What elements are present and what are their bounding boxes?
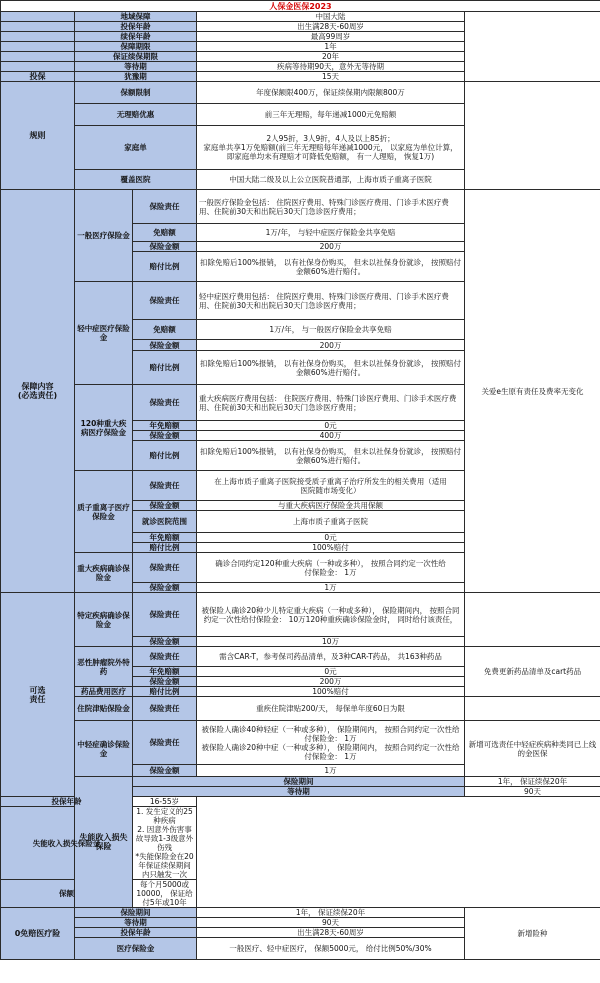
row-label: 保险金额	[133, 501, 197, 511]
row-label: 保险金额	[133, 637, 197, 647]
row-label: 保障期限	[75, 42, 197, 52]
row-label: 保险责任	[133, 553, 197, 583]
section-optional: 可选 责任	[1, 593, 75, 797]
row-value: 出生满28天-60周岁	[197, 928, 465, 938]
row-label: 保险责任	[133, 697, 197, 721]
row-label: 保险金额	[133, 340, 197, 351]
row-value: 200万	[197, 677, 465, 687]
row-label: 保险金额	[133, 765, 197, 777]
row-label: 保额	[1, 880, 133, 908]
row-value: 200万	[197, 242, 465, 252]
row-value: 1万/年， 与轻中症医疗保险金共享免赔	[197, 224, 465, 242]
group-name: 重大疾病确诊保险金	[75, 553, 133, 593]
row-label: 保险责任	[133, 721, 197, 765]
row-value: 0元	[197, 533, 465, 543]
row-label: 年免赔额	[133, 533, 197, 543]
row-label: 就诊医院范围	[133, 511, 197, 533]
row-value: 中国大陆二级及以上公立医院普通部，上海市质子重离子医院	[197, 170, 465, 190]
row-value: 确诊合同约定120种重大疾病（一种或多种）， 按照合同约定一次性给 付保险金： 1万	[197, 553, 465, 583]
row-label: 保险金额	[133, 677, 197, 687]
row-value: 被保险人确诊40种轻症（一种或多种）， 保险期间内， 按照合同约定一次性给付保险金： 1万 被保险人确诊20种中症（一种或多种）， 保险期间内， 按照合同约定一次性给付保险金： 1万	[197, 721, 465, 765]
row-value: 100%赔付	[197, 687, 465, 697]
row-value: 最高99周岁	[197, 32, 465, 42]
row-label: 保险责任	[133, 282, 197, 320]
row-value: 一般医疗、轻中症医疗， 保额5000元， 给付比例50%/30%	[197, 938, 465, 960]
row-value: 与重大疾病医疗保险金共用保额	[197, 501, 465, 511]
section-tou-bao: 投保	[1, 72, 75, 82]
row-label: 保证续保期限	[75, 52, 197, 62]
row-value: 被保险人确诊20种少儿特定重大疾病（一种或多种）， 保险期间内， 按照合同约定一次性给付保险金： 10万120种重疾确诊保险金时， 同时给付该责任，	[197, 593, 465, 637]
row-value: 90天	[197, 918, 465, 928]
row-value: 20年	[197, 52, 465, 62]
row-label: 家庭单	[75, 126, 197, 170]
row-value: 16-55岁	[133, 797, 197, 807]
row-label: 赔付比例	[133, 351, 197, 385]
row-value: 需含CAR-T，参考保司药品清单，及3种CAR-T药品， 共163种药品	[197, 647, 465, 667]
section-guarantee: 保障内容 (必选责任)	[1, 190, 75, 593]
row-label: 保险期间	[133, 777, 465, 787]
row-label: 覆盖医院	[75, 170, 197, 190]
row-label: 赔付比例	[133, 687, 197, 697]
row-label: 保险责任	[133, 647, 197, 667]
row-value: 中国大陆	[197, 12, 465, 22]
row-value: 1年， 保证续保20年	[465, 777, 600, 787]
group-name: 轻中症医疗保险金	[75, 282, 133, 385]
zero-note: 新增险种	[465, 908, 600, 960]
row-value: 出生满28天-60周岁	[197, 22, 465, 32]
row-value: 0元	[197, 667, 465, 677]
row-value: 前三年无理赔，每年递减1000元免赔额	[197, 104, 465, 126]
row-label: 失能收入损失保险金	[1, 807, 133, 880]
row-value: 100%赔付	[197, 543, 465, 553]
blank-cell	[1, 62, 75, 72]
row-value: 200万	[197, 340, 465, 351]
optional-mild-note: 新增可选责任中轻症疾病种类同已上线的金医保	[465, 721, 600, 777]
optional-drug-note: 免费更新药品清单及cart药品	[465, 647, 600, 697]
row-value: 1万	[197, 583, 465, 593]
blank-cell	[1, 12, 75, 22]
group-name: 药品费用医疗	[75, 687, 133, 697]
row-label: 投保年龄	[75, 22, 197, 32]
row-label: 保险责任	[133, 190, 197, 224]
row-value: 2人95折，3人9折，4人及以上85折； 家庭单共享1万免赔额(前三年无理赔每年递减1000元， 以家庭为单位计算， 即家庭单均未有理赔才可降低免赔额， 有一人理赔， 恢复1万)	[197, 126, 465, 170]
guarantee-note: 关爱e生原有责任及费率无变化	[465, 190, 600, 593]
row-value: 一般医疗保险金包括： 住院医疗费用、特殊门诊医疗费用、门诊手术医疗费用、住院前30天和出院后30天门急诊医疗费用；	[197, 190, 465, 224]
blank-note	[465, 697, 600, 721]
row-label: 等待期	[133, 787, 465, 797]
row-label: 免赔额	[133, 320, 197, 340]
group-name: 中轻症确诊保险金	[75, 721, 133, 777]
row-value: 上海市质子重离子医院	[197, 511, 465, 533]
blank-cell	[1, 32, 75, 42]
blank-cell	[1, 22, 75, 32]
row-value: 0元	[197, 421, 465, 431]
group-name: 恶性肿瘤院外特药	[75, 647, 133, 687]
row-value: 扣除免赔后100%报销， 以有社保身份购买， 但未以社保身份就诊， 按照赔付金额60%进行赔付。	[197, 351, 465, 385]
row-value: 10万	[197, 637, 465, 647]
row-value: 扣除免赔后100%报销， 以有社保身份购买， 但未以社保身份就诊， 按照赔付金额60%进行赔付。	[197, 252, 465, 282]
row-value: 1. 发生定义的25种疾病 2. 因意外伤害事故导致1-3级意外伤残 *失能保险金在20年保证续保期间内只触发一次	[133, 807, 197, 880]
section-zero: 0免赔医疗险	[1, 908, 75, 960]
row-label: 保险金额	[133, 431, 197, 441]
table-title: 人保金医保2023	[1, 1, 600, 12]
row-value: 1年， 保证续保20年	[197, 908, 465, 918]
row-label: 等待期	[75, 62, 197, 72]
group-name: 住院津贴保险金	[75, 697, 133, 721]
row-value: 疾病等待期90天，意外无等待期	[197, 62, 465, 72]
blank-note	[465, 12, 600, 82]
row-label: 续保年龄	[75, 32, 197, 42]
row-label: 保险期间	[75, 908, 197, 918]
blank-note	[465, 593, 600, 647]
row-label: 保险责任	[133, 471, 197, 501]
row-value: 1年	[197, 42, 465, 52]
row-label: 无理赔优惠	[75, 104, 197, 126]
row-value: 在上海市质子重离子医院接受质子重离子治疗所发生的相关费用（适用 医院随市场变化）	[197, 471, 465, 501]
group-name: 一般医疗保险金	[75, 190, 133, 282]
group-name: 质子重离子医疗保险金	[75, 471, 133, 553]
section-income: 失能收入损失保险	[75, 777, 133, 908]
group-name: 特定疾病确诊保险金	[75, 593, 133, 647]
blank-note	[465, 82, 600, 190]
row-value: 重疾住院津贴200/天， 每保单年度60日为限	[197, 697, 465, 721]
row-value: 15天	[197, 72, 465, 82]
group-name: 120种重大疾病医疗保险金	[75, 385, 133, 471]
row-label: 犹豫期	[75, 72, 197, 82]
row-value: 每个月5000或10000， 保证给付5年或10年	[133, 880, 197, 908]
row-label: 赔付比例	[133, 441, 197, 471]
row-value: 1万/年， 与一般医疗保险金共享免赔	[197, 320, 465, 340]
row-label: 保额限制	[75, 82, 197, 104]
row-label: 医疗保险金	[75, 938, 197, 960]
row-label: 地域保障	[75, 12, 197, 22]
row-label: 保险金额	[133, 583, 197, 593]
row-value: 重大疾病医疗费用包括： 住院医疗费用、特殊门诊医疗费用、门诊手术医疗费用、住院前30天和出院后30天门急诊医疗费用；	[197, 385, 465, 421]
row-label: 保险责任	[133, 385, 197, 421]
row-label: 保险金额	[133, 242, 197, 252]
row-value: 轻中症医疗费用包括： 住院医疗费用、特殊门诊医疗费用、门诊手术医疗费用、住院前30天和出院后30天门急诊医疗费用；	[197, 282, 465, 320]
row-label: 免赔额	[133, 224, 197, 242]
section-rules: 规则	[1, 82, 75, 190]
row-label: 等待期	[75, 918, 197, 928]
row-label: 投保年龄	[75, 928, 197, 938]
row-label: 赔付比例	[133, 252, 197, 282]
row-label: 年免赔额	[133, 421, 197, 431]
row-label: 保险责任	[133, 593, 197, 637]
row-value: 90天	[465, 787, 600, 797]
row-label: 赔付比例	[133, 543, 197, 553]
row-value: 400万	[197, 431, 465, 441]
row-value: 年度保额限400万，保证续保期内限额800万	[197, 82, 465, 104]
blank-cell	[1, 42, 75, 52]
row-value: 1万	[197, 765, 465, 777]
row-value: 扣除免赔后100%报销， 以有社保身份购买， 但未以社保身份就诊， 按照赔付金额60%进行赔付。	[197, 441, 465, 471]
blank-cell	[1, 52, 75, 62]
row-label: 投保年龄	[1, 797, 133, 807]
row-label: 年免赔额	[133, 667, 197, 677]
